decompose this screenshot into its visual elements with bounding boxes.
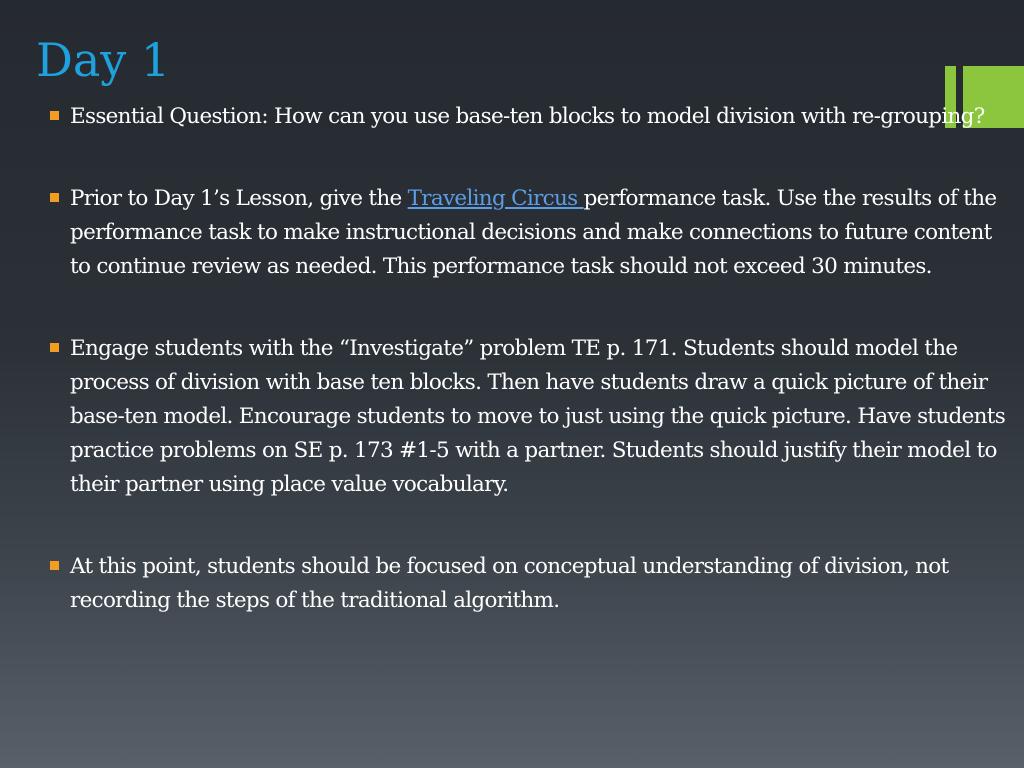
- bullet-conceptual-understanding: [48, 550, 1013, 618]
- square-bullet-icon: [50, 193, 59, 202]
- traveling-circus-link[interactable]: Traveling Circus: [407, 186, 584, 211]
- bullet-text-after-link: performance task. Use the results of the performance task to make instructional decisions and make connections to future content to continue review as needed. This performance task should not exceed 30 minutes.: [70, 186, 997, 279]
- bullet-text: [70, 182, 1013, 284]
- bullet-essential-question: [48, 100, 1013, 134]
- square-bullet-icon: [50, 111, 59, 120]
- bullet-list: [48, 100, 1013, 618]
- bullet-prior-lesson: [48, 182, 1013, 284]
- bullet-text: At this point, students should be focused on conceptual understanding of division, not recording the steps of the traditional algorithm.: [70, 554, 949, 613]
- bullet-engage-students: [48, 332, 1013, 502]
- bullet-text: Essential Question: How can you use base-ten blocks to model division with re-grouping?: [70, 104, 985, 129]
- square-bullet-icon: [50, 343, 59, 352]
- bullet-text-before-link: Prior to Day 1’s Lesson, give the: [70, 186, 408, 211]
- slide-title: Day 1: [36, 33, 171, 87]
- bullet-text: Engage students with the “Investigate” problem TE p. 171. Students should model the process of division with base ten blocks. Then have students draw a quick picture of their base-ten model. Encourage students to move to just using the quick picture. Have students practice problems on SE p. 173 #1-5 with a partner. Students should justify their model to their partner using place value vocabulary.: [70, 336, 1006, 497]
- square-bullet-icon: [50, 561, 59, 570]
